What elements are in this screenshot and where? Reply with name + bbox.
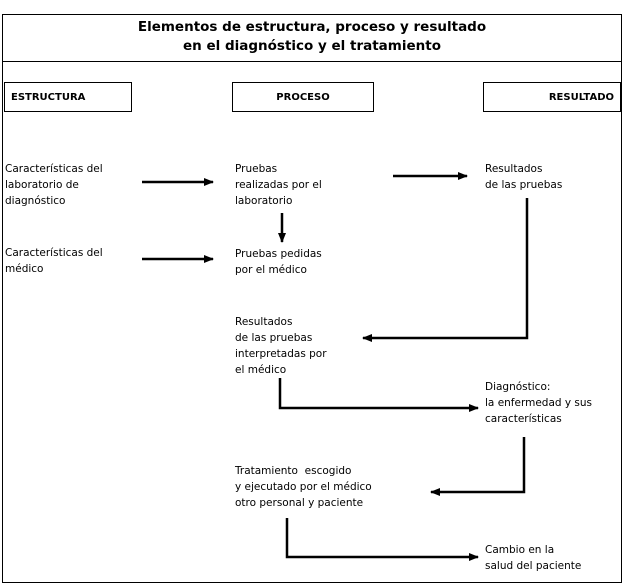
- node-tratamiento: Tratamiento escogido y ejecutado por el médico otro personal y paciente: [235, 465, 372, 509]
- column-header-estructura-label: ESTRUCTURA: [11, 91, 86, 103]
- node-resultados-pruebas: Resultados de las pruebas: [485, 163, 563, 191]
- title-line-1: Elementos de estructura, proceso y resultado: [137, 19, 487, 35]
- node-resultados-interpretados: Resultados de las pruebas interpretadas por el médico: [235, 316, 327, 376]
- column-header-resultado-label: RESULTADO: [548, 91, 614, 103]
- arrow-diagnostico-to-tratamiento: [431, 437, 524, 492]
- node-pruebas-realizadas: Pruebas realizadas por el laboratorio: [235, 163, 322, 207]
- node-diagnostico: Diagnóstico: la enfermedad y sus características: [485, 381, 593, 425]
- node-caracteristicas-medico: Características del médico: [5, 247, 103, 275]
- arrow-interpretados-to-diagnostico: [280, 378, 478, 408]
- node-pruebas-pedidas: Pruebas pedidas por el médico: [235, 248, 322, 276]
- arrow-tratamiento-to-cambio: [287, 518, 478, 557]
- column-header-proceso-label: PROCESO: [276, 91, 330, 103]
- title-line-2: en el diagnóstico y el tratamiento: [183, 38, 441, 54]
- arrow-resultados-to-interpretados: [363, 198, 527, 338]
- node-caracteristicas-laboratorio: Características del laboratorio de diagnóstico: [5, 163, 103, 207]
- node-cambio-salud: Cambio en la salud del paciente: [485, 544, 582, 572]
